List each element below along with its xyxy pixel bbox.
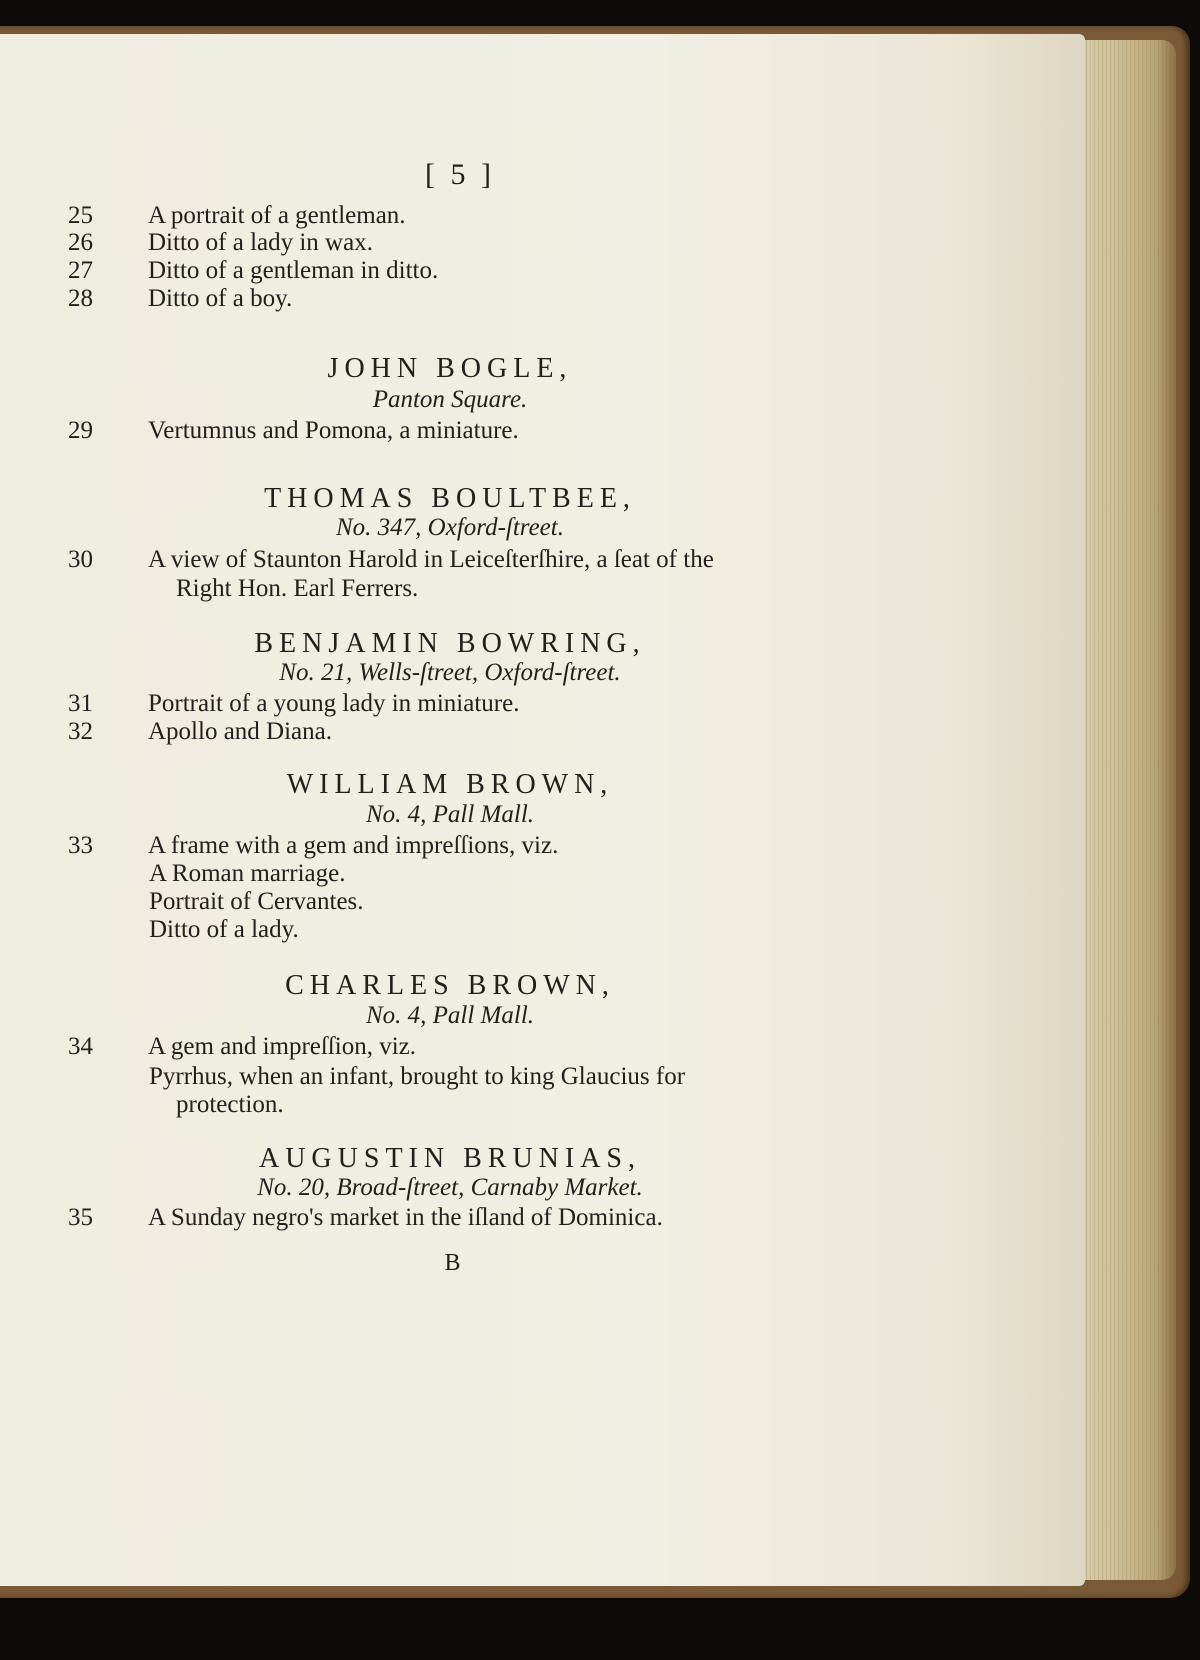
entry-number: 34 — [68, 1033, 93, 1060]
catalogue-entry — [0, 201, 920, 231]
entry-number: 27 — [68, 257, 93, 284]
entry-number: 33 — [68, 832, 93, 859]
entry-subitem: A Roman marriage. — [149, 860, 346, 887]
entry-subline — [0, 887, 920, 917]
entry-number: 29 — [68, 417, 93, 444]
page-fore-edge — [1074, 40, 1176, 1580]
entry-number: 30 — [68, 546, 93, 573]
catalogue-entry — [0, 256, 920, 286]
entry-continuation: Right Hon. Earl Ferrers. — [176, 575, 419, 602]
artist-name: CHARLES BROWN, — [285, 970, 615, 1001]
artist-address: No. 347, Oxford-ſtreet. — [336, 514, 564, 541]
artist-name: THOMAS BOULTBEE, — [264, 483, 636, 514]
entry-continuation-line — [0, 574, 920, 604]
entry-continuation-line — [0, 1090, 920, 1120]
entry-title: A frame with a gem and impreſſions, viz. — [148, 832, 559, 859]
catalogue-entry — [0, 831, 920, 861]
entry-subitem: Pyrrhus, when an infant, brought to king Glaucius for — [149, 1063, 686, 1090]
catalogue-entry — [0, 717, 920, 747]
artist-address: No. 4, Pall Mall. — [365, 1002, 535, 1029]
entry-title: A portrait of a gentleman. — [148, 202, 406, 229]
artist-address: No. 20, Broad-ſtreet, Carnaby Market. — [257, 1174, 643, 1201]
artist-name: AUGUSTIN BRUNIAS, — [258, 1143, 641, 1174]
entry-number: 31 — [68, 690, 93, 717]
entry-title: A view of Staunton Harold in Leiceſterſhire, a ſeat of the — [148, 546, 714, 573]
entry-title: Vertumnus and Pomona, a miniature. — [148, 417, 519, 444]
entry-number: 28 — [68, 285, 93, 312]
entry-number: 26 — [68, 229, 93, 256]
catalogue-entry — [0, 1032, 920, 1062]
entry-title: Apollo and Diana. — [148, 718, 332, 745]
entry-title: Ditto of a boy. — [148, 285, 293, 312]
signature-mark: B — [444, 1250, 461, 1276]
entry-number: 25 — [68, 202, 93, 229]
artist-name: BENJAMIN BOWRING, — [254, 628, 646, 659]
artist-address: Panton Square. — [372, 386, 528, 413]
entry-subitem: Ditto of a lady. — [149, 916, 299, 943]
catalogue-entry — [0, 284, 920, 314]
catalogue-entry — [0, 228, 920, 258]
entry-subline — [0, 859, 920, 889]
artist-address: No. 4, Pall Mall. — [365, 801, 535, 828]
artist-name: JOHN BOGLE, — [327, 353, 573, 384]
artist-address: No. 21, Wells-ſtreet, Oxford-ſtreet. — [279, 659, 621, 686]
page-number: [ 5 ] — [425, 158, 495, 191]
entry-subline — [0, 1062, 920, 1092]
entry-subline — [0, 915, 920, 945]
entry-title: A Sunday negro's market in the iſland of Dominica. — [148, 1204, 663, 1231]
catalogue-entry — [0, 545, 920, 575]
entry-title: Ditto of a gentleman in ditto. — [148, 257, 439, 284]
catalogue-entry — [0, 416, 920, 446]
entry-continuation: protection. — [176, 1091, 284, 1118]
entry-title: Ditto of a lady in wax. — [148, 229, 373, 256]
artist-name: WILLIAM BROWN, — [286, 769, 614, 800]
catalogue-entry — [0, 1203, 920, 1233]
entry-number: 32 — [68, 718, 93, 745]
entry-subitem: Portrait of Cervantes. — [149, 888, 364, 915]
entry-title: A gem and impreſſion, viz. — [148, 1033, 417, 1060]
entry-number: 35 — [68, 1204, 93, 1231]
catalogue-entry — [0, 689, 920, 719]
entry-title: Portrait of a young lady in miniature. — [148, 690, 520, 717]
